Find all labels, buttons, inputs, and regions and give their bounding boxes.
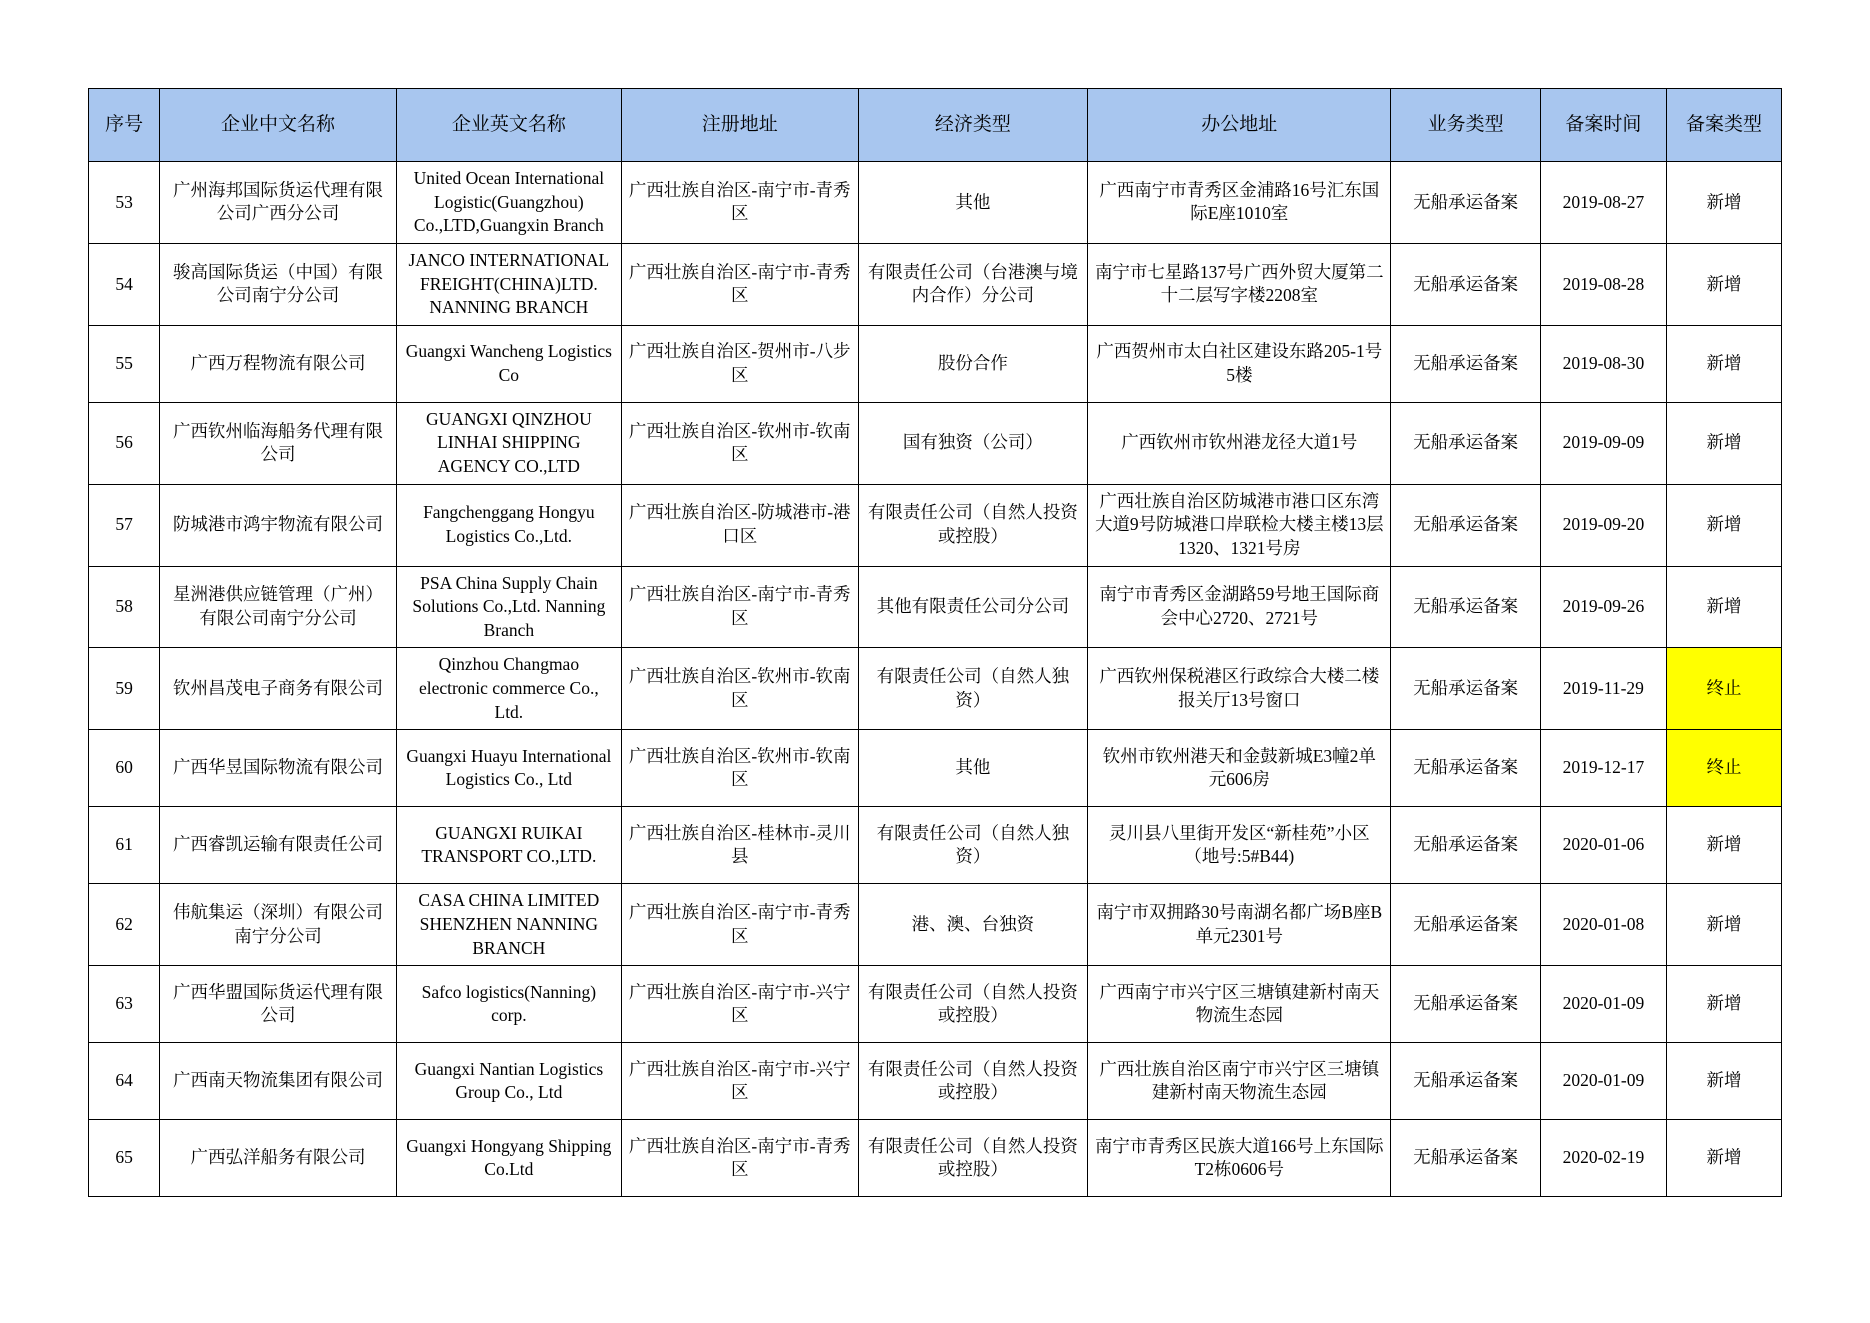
cell-registered-address: 广西壮族自治区-南宁市-青秀区	[621, 566, 858, 648]
column-header-registered-address: 注册地址	[621, 89, 858, 162]
cell-record-date: 2019-12-17	[1540, 730, 1666, 807]
cell-economic-type: 股份合作	[858, 325, 1088, 402]
cell-seq: 64	[89, 1043, 160, 1120]
cell-economic-type: 有限责任公司（自然人投资或控股）	[858, 484, 1088, 566]
table-row	[89, 1043, 1782, 1120]
cell-name-cn: 广西华昱国际物流有限公司	[160, 730, 397, 807]
cell-seq: 65	[89, 1120, 160, 1197]
cell-record-date: 2019-09-26	[1540, 566, 1666, 648]
cell-office-address: 南宁市青秀区民族大道166号上东国际T2栋0606号	[1088, 1120, 1391, 1197]
cell-record-type: 新增	[1667, 402, 1782, 484]
table-row	[89, 325, 1782, 402]
cell-seq: 53	[89, 162, 160, 244]
cell-registered-address: 广西壮族自治区-桂林市-灵川县	[621, 807, 858, 884]
cell-name-en: GUANGXI QINZHOU LINHAI SHIPPING AGENCY CO.,LTD	[396, 402, 621, 484]
cell-economic-type: 有限责任公司（自然人投资或控股）	[858, 1120, 1088, 1197]
table-row	[89, 1120, 1782, 1197]
cell-economic-type: 其他	[858, 730, 1088, 807]
cell-business-type: 无船承运备案	[1391, 566, 1540, 648]
cell-name-en: GUANGXI RUIKAI TRANSPORT CO.,LTD.	[396, 807, 621, 884]
cell-seq: 59	[89, 648, 160, 730]
cell-name-en: Safco logistics(Nanning) corp.	[396, 966, 621, 1043]
cell-name-cn: 骏高国际货运（中国）有限公司南宁分公司	[160, 243, 397, 325]
cell-office-address: 广西南宁市兴宁区三塘镇建新村南天物流生态园	[1088, 966, 1391, 1043]
cell-name-en: PSA China Supply Chain Solutions Co.,Ltd. Nanning Branch	[396, 566, 621, 648]
cell-name-en: CASA CHINA LIMITED SHENZHEN NANNING BRANCH	[396, 884, 621, 966]
cell-name-cn: 广州海邦国际货运代理有限公司广西分公司	[160, 162, 397, 244]
cell-business-type: 无船承运备案	[1391, 966, 1540, 1043]
cell-office-address: 广西壮族自治区南宁市兴宁区三塘镇建新村南天物流生态园	[1088, 1043, 1391, 1120]
cell-name-cn: 广西钦州临海船务代理有限公司	[160, 402, 397, 484]
nvocc-registration-table	[88, 88, 1782, 1197]
cell-registered-address: 广西壮族自治区-南宁市-青秀区	[621, 884, 858, 966]
cell-business-type: 无船承运备案	[1391, 162, 1540, 244]
cell-seq: 55	[89, 325, 160, 402]
cell-office-address: 广西贺州市太白社区建设东路205-1号5楼	[1088, 325, 1391, 402]
cell-office-address: 南宁市七星路137号广西外贸大厦第二十二层写字楼2208室	[1088, 243, 1391, 325]
cell-seq: 62	[89, 884, 160, 966]
cell-record-type: 新增	[1667, 243, 1782, 325]
cell-record-type: 终止	[1667, 648, 1782, 730]
cell-record-type: 新增	[1667, 966, 1782, 1043]
cell-name-cn: 广西万程物流有限公司	[160, 325, 397, 402]
cell-seq: 56	[89, 402, 160, 484]
cell-seq: 61	[89, 807, 160, 884]
cell-name-en: JANCO INTERNATIONAL FREIGHT(CHINA)LTD. NANNING BRANCH	[396, 243, 621, 325]
cell-name-en: Guangxi Huayu International Logistics Co., Ltd	[396, 730, 621, 807]
cell-business-type: 无船承运备案	[1391, 402, 1540, 484]
cell-economic-type: 有限责任公司（自然人独资）	[858, 807, 1088, 884]
cell-economic-type: 有限责任公司（自然人独资）	[858, 648, 1088, 730]
column-header-name-cn: 企业中文名称	[160, 89, 397, 162]
cell-record-type: 新增	[1667, 162, 1782, 244]
table-row	[89, 402, 1782, 484]
cell-record-type: 新增	[1667, 884, 1782, 966]
cell-office-address: 灵川县八里街开发区“新桂苑”小区（地号:5#B44)	[1088, 807, 1391, 884]
cell-economic-type: 其他有限责任公司分公司	[858, 566, 1088, 648]
cell-record-type: 新增	[1667, 1043, 1782, 1120]
cell-name-en: Qinzhou Changmao electronic commerce Co., Ltd.	[396, 648, 621, 730]
cell-registered-address: 广西壮族自治区-南宁市-青秀区	[621, 243, 858, 325]
cell-registered-address: 广西壮族自治区-防城港市-港口区	[621, 484, 858, 566]
cell-business-type: 无船承运备案	[1391, 730, 1540, 807]
cell-registered-address: 广西壮族自治区-钦州市-钦南区	[621, 402, 858, 484]
cell-economic-type: 港、澳、台独资	[858, 884, 1088, 966]
cell-name-en: Guangxi Hongyang Shipping Co.Ltd	[396, 1120, 621, 1197]
column-header-name-en: 企业英文名称	[396, 89, 621, 162]
cell-record-type: 终止	[1667, 730, 1782, 807]
cell-record-date: 2020-01-09	[1540, 1043, 1666, 1120]
table-row	[89, 243, 1782, 325]
cell-record-date: 2020-02-19	[1540, 1120, 1666, 1197]
cell-business-type: 无船承运备案	[1391, 1043, 1540, 1120]
cell-office-address: 广西壮族自治区防城港市港口区东湾大道9号防城港口岸联检大楼主楼13层1320、1321号房	[1088, 484, 1391, 566]
cell-name-en: Guangxi Wancheng Logistics Co	[396, 325, 621, 402]
cell-seq: 58	[89, 566, 160, 648]
cell-record-type: 新增	[1667, 484, 1782, 566]
cell-record-date: 2020-01-08	[1540, 884, 1666, 966]
cell-record-type: 新增	[1667, 325, 1782, 402]
cell-record-type: 新增	[1667, 807, 1782, 884]
cell-name-cn: 防城港市鸿宇物流有限公司	[160, 484, 397, 566]
cell-office-address: 广西钦州市钦州港龙径大道1号	[1088, 402, 1391, 484]
cell-record-date: 2019-09-09	[1540, 402, 1666, 484]
cell-name-cn: 伟航集运（深圳）有限公司南宁分公司	[160, 884, 397, 966]
column-header-economic-type: 经济类型	[858, 89, 1088, 162]
column-header-record-type: 备案类型	[1667, 89, 1782, 162]
cell-record-date: 2020-01-06	[1540, 807, 1666, 884]
cell-office-address: 南宁市双拥路30号南湖名都广场B座B单元2301号	[1088, 884, 1391, 966]
cell-name-en: United Ocean International Logistic(Guangzhou) Co.,LTD,Guangxin Branch	[396, 162, 621, 244]
cell-business-type: 无船承运备案	[1391, 1120, 1540, 1197]
cell-business-type: 无船承运备案	[1391, 807, 1540, 884]
cell-seq: 63	[89, 966, 160, 1043]
cell-business-type: 无船承运备案	[1391, 884, 1540, 966]
cell-record-type: 新增	[1667, 1120, 1782, 1197]
cell-seq: 60	[89, 730, 160, 807]
cell-economic-type: 有限责任公司（台港澳与境内合作）分公司	[858, 243, 1088, 325]
table-body	[89, 162, 1782, 1197]
cell-name-en: Fangchenggang Hongyu Logistics Co.,Ltd.	[396, 484, 621, 566]
column-header-business-type: 业务类型	[1391, 89, 1540, 162]
cell-name-en: Guangxi Nantian Logistics Group Co., Ltd	[396, 1043, 621, 1120]
cell-business-type: 无船承运备案	[1391, 648, 1540, 730]
cell-registered-address: 广西壮族自治区-钦州市-钦南区	[621, 648, 858, 730]
cell-record-date: 2019-09-20	[1540, 484, 1666, 566]
cell-economic-type: 有限责任公司（自然人投资或控股）	[858, 1043, 1088, 1120]
table-row	[89, 966, 1782, 1043]
cell-economic-type: 有限责任公司（自然人投资或控股）	[858, 966, 1088, 1043]
table-row	[89, 807, 1782, 884]
cell-business-type: 无船承运备案	[1391, 325, 1540, 402]
cell-record-date: 2019-08-30	[1540, 325, 1666, 402]
table-row	[89, 884, 1782, 966]
cell-business-type: 无船承运备案	[1391, 243, 1540, 325]
column-header-record-date: 备案时间	[1540, 89, 1666, 162]
cell-business-type: 无船承运备案	[1391, 484, 1540, 566]
cell-office-address: 钦州市钦州港天和金鼓新城E3幢2单元606房	[1088, 730, 1391, 807]
cell-registered-address: 广西壮族自治区-贺州市-八步区	[621, 325, 858, 402]
table-row	[89, 162, 1782, 244]
cell-record-type: 新增	[1667, 566, 1782, 648]
cell-record-date: 2020-01-09	[1540, 966, 1666, 1043]
cell-name-cn: 广西弘洋船务有限公司	[160, 1120, 397, 1197]
column-header-seq: 序号	[89, 89, 160, 162]
table-row	[89, 484, 1782, 566]
cell-registered-address: 广西壮族自治区-南宁市-兴宁区	[621, 1043, 858, 1120]
table-row	[89, 730, 1782, 807]
cell-registered-address: 广西壮族自治区-南宁市-兴宁区	[621, 966, 858, 1043]
cell-registered-address: 广西壮族自治区-南宁市-青秀区	[621, 162, 858, 244]
cell-name-cn: 广西睿凯运输有限责任公司	[160, 807, 397, 884]
cell-office-address: 广西南宁市青秀区金浦路16号汇东国际E座1010室	[1088, 162, 1391, 244]
cell-name-cn: 星洲港供应链管理（广州）有限公司南宁分公司	[160, 566, 397, 648]
table-header-row	[89, 89, 1782, 162]
cell-record-date: 2019-11-29	[1540, 648, 1666, 730]
cell-name-cn: 广西华盟国际货运代理有限公司	[160, 966, 397, 1043]
cell-name-cn: 广西南天物流集团有限公司	[160, 1043, 397, 1120]
cell-record-date: 2019-08-28	[1540, 243, 1666, 325]
table-row	[89, 648, 1782, 730]
cell-registered-address: 广西壮族自治区-南宁市-青秀区	[621, 1120, 858, 1197]
table-row	[89, 566, 1782, 648]
cell-economic-type: 国有独资（公司）	[858, 402, 1088, 484]
column-header-office-address: 办公地址	[1088, 89, 1391, 162]
table-header	[89, 89, 1782, 162]
cell-seq: 57	[89, 484, 160, 566]
cell-record-date: 2019-08-27	[1540, 162, 1666, 244]
cell-seq: 54	[89, 243, 160, 325]
cell-office-address: 广西钦州保税港区行政综合大楼二楼报关厅13号窗口	[1088, 648, 1391, 730]
cell-office-address: 南宁市青秀区金湖路59号地王国际商会中心2720、2721号	[1088, 566, 1391, 648]
cell-registered-address: 广西壮族自治区-钦州市-钦南区	[621, 730, 858, 807]
cell-name-cn: 钦州昌茂电子商务有限公司	[160, 648, 397, 730]
cell-economic-type: 其他	[858, 162, 1088, 244]
